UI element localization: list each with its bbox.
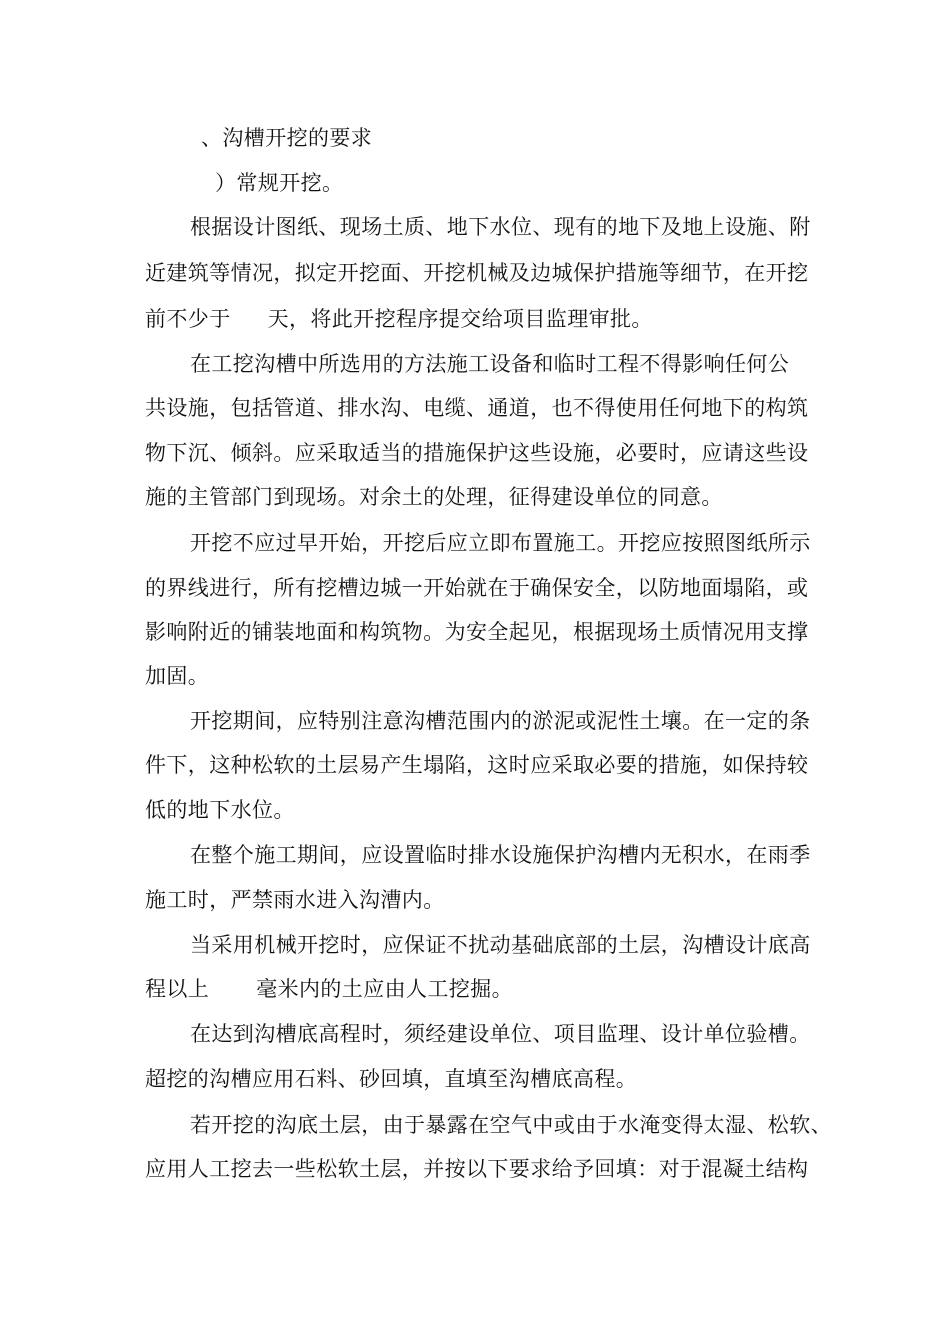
paragraph-2-line-2: 共设施，包括管道、排水沟、电缆、通道，也不得使用任何地下的构筑 <box>145 396 809 420</box>
paragraph-1-line-1: 根据设计图纸、现场土质、地下水位、现有的地下及地上设施、附 <box>190 215 811 239</box>
paragraph-3-line-3: 影响附近的铺装地面和构筑物。为安全起见，根据现场土质情况用支撑 <box>145 620 809 644</box>
paragraph-4-line-3: 低的地下水位。 <box>145 798 295 822</box>
paragraph-5-line-2: 施工时，严禁雨水进入沟漕内。 <box>145 888 445 912</box>
paragraph-6-line-2-part-b: 毫米内的土应由人工挖掘。 <box>256 977 514 1001</box>
paragraph-2-line-4: 施的主管部门到现场。对余土的处理，征得建设单位的同意。 <box>145 485 723 509</box>
paragraph-2-line-3: 物下沉、倾斜。应采取适当的措施保护这些设施，必要时，应请这些设 <box>145 441 809 465</box>
paragraph-1-line-3 <box>145 304 845 334</box>
subsection-heading: ）常规开挖。 <box>215 171 344 195</box>
paragraph-1-line-3-part-b: 天，将此开挖程序提交给项目监理审批。 <box>267 307 653 331</box>
paragraph-3-line-2: 的界线进行，所有挖槽边城一开始就在于确保安全，以防地面塌陷，或 <box>145 576 809 600</box>
paragraph-7-line-2: 超挖的沟槽应用石料、砂回填，直填至沟槽底高程。 <box>145 1067 638 1091</box>
paragraph-8-line-1: 若开挖的沟底土层，由于暴露在空气中或由于水淹变得太湿、松软、 <box>190 1113 832 1137</box>
paragraph-2-line-1: 在工挖沟槽中所选用的方法施工设备和临时工程不得影响任何公 <box>190 352 790 376</box>
paragraph-6-line-2-part-a: 程以上 <box>145 977 210 1001</box>
paragraph-6-line-2 <box>145 974 845 1004</box>
paragraph-1-line-3-part-a: 前不少于 <box>145 307 231 331</box>
paragraph-4-line-2: 件下，这种松软的土层易产生塌陷，这时应采取必要的措施，如保持较 <box>145 753 809 777</box>
section-heading: 、沟槽开挖的要求 <box>201 126 373 150</box>
paragraph-3-line-4: 加固。 <box>145 664 210 688</box>
paragraph-4-line-1: 开挖期间，应特别注意沟槽范围内的淤泥或泥性土壤。在一定的条 <box>190 709 811 733</box>
paragraph-6-line-1: 当采用机械开挖时，应保证不扰动基础底部的土层，沟槽设计底高 <box>190 933 811 957</box>
paragraph-3-line-1: 开挖不应过早开始，开挖后应立即布置施工。开挖应按照图纸所示 <box>190 531 811 555</box>
paragraph-8-line-2: 应用人工挖去一些松软土层，并按以下要求给予回填：对于混凝土结构 <box>145 1157 809 1181</box>
paragraph-5-line-1: 在整个施工期间，应设置临时排水设施保护沟槽内无积水，在雨季 <box>190 843 811 867</box>
paragraph-7-line-1: 在达到沟槽底高程时，须经建设单位、项目监理、设计单位验槽。 <box>190 1022 811 1046</box>
paragraph-1-line-2: 近建筑等情况，拟定开挖面、开挖机械及边城保护措施等细节，在开挖 <box>145 261 809 285</box>
